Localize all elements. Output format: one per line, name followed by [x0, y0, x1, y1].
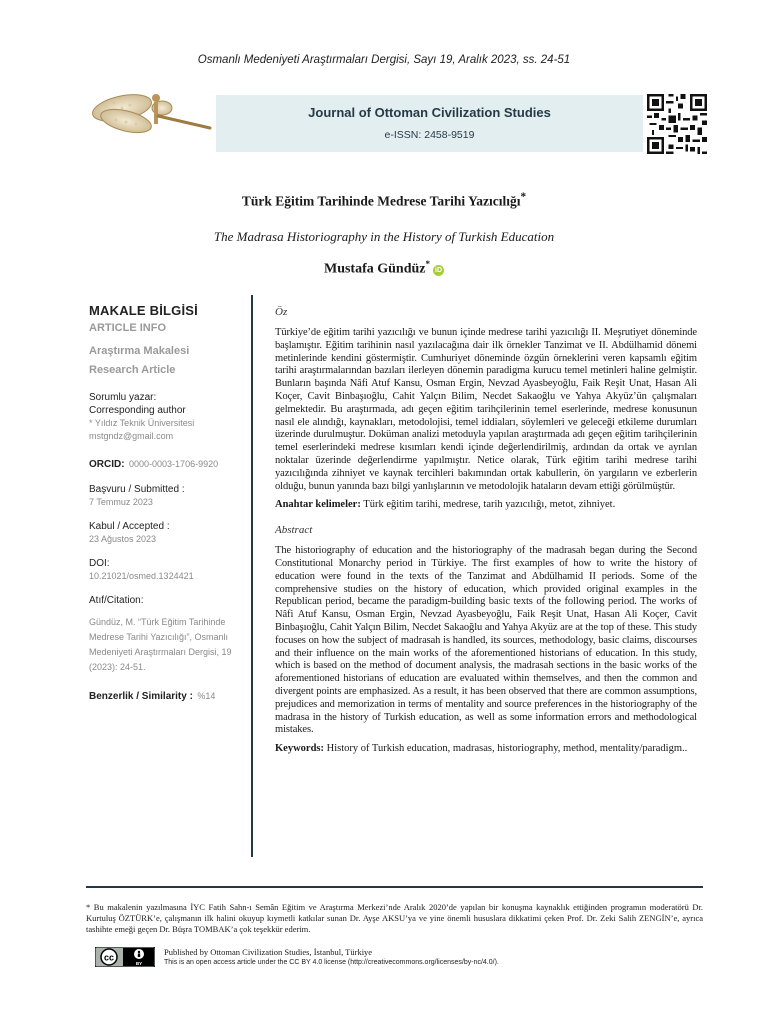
- keywords-tr-values: Türk eğitim tarihi, medrese, tarih yazıcılığı, metot, zihniyet.: [363, 499, 616, 511]
- keywords-en-label: Keywords:: [275, 743, 324, 755]
- journal-banner: [216, 95, 643, 152]
- similarity-label: Benzerlik / Similarity :: [89, 691, 193, 702]
- citation-block: [89, 594, 239, 675]
- by-glyph: BY: [135, 961, 143, 966]
- accepted-block: [89, 520, 239, 546]
- qr-code-icon[interactable]: [646, 94, 708, 154]
- article-type-tr: Araştırma Makalesi: [89, 345, 190, 357]
- submitted-label: Başvuru / Submitted :: [89, 484, 185, 495]
- doi-link[interactable]: 10.21021/osmed.1324421: [89, 571, 194, 581]
- article-info-heading-tr: MAKALE BİLGİSİ: [89, 303, 198, 318]
- accepted-value: 23 Ağustos 2023: [89, 534, 157, 544]
- email-link[interactable]: mstgndz@gmail.com: [89, 431, 174, 441]
- citation-label: Atıf/Citation:: [89, 595, 144, 606]
- orcid-value[interactable]: 0000-0003-1706-9920: [129, 459, 219, 469]
- abstract-en-heading: Abstract: [275, 524, 313, 537]
- article-info-sidebar: [89, 303, 239, 704]
- similarity-value: %14: [197, 691, 216, 701]
- publisher-line: Published by Ottoman Civilization Studies, İstanbul, Türkiye: [164, 947, 373, 957]
- author-name: Mustafa Gündüz*iD: [323, 259, 443, 277]
- keywords-tr-label: Anahtar kelimeler:: [275, 499, 361, 511]
- running-head: Osmanlı Medeniyeti Araştırmaları Dergisi, Sayı 19, Aralık 2023, ss. 24-51: [197, 54, 571, 66]
- keywords-tr: [275, 499, 697, 512]
- abstract-en-text: The historiography of education and the historiography of the madrasah began during the Second Constitutional Monarchy period in Türkiye. The first examples of how to write the history of education were found in the texts of the Tanzimat and Abdülhamid II periods. Some of the comprehensive studies on the history of education, which provided original examples in the Republican period, became the paradigm-building basic texts of the following period. The works of Nâfi Atuf Kansu, Osman Ergin, Nevzad Ayasbeyoğlu, Faik Reşit Unat, Hasan Ali Koçer, Cavit Binbaşıoğlu, Cahit Yalçın Bilim, Necdet Sakaoğlu and Yahya Akyüz are at the top of these. This study focuses on how the subject of madrasah is handled, its sources, methodology, basic claims, discourses and their influence on the main works of the aforementioned historians of education. In this study, which is based on the method of document analysis, the madrasah sections in the basic works of the aforementioned historians of education are evaluated within themselves, and then the common and divergent points are emphasized. As a result, it has been observed that there are common assumptions, prejudices and memorization in terms of mentality and source preferences in the historiography of the madrasa in the history of Turkish education, as well as some information errors and methodological mistakes.: [275, 545, 697, 736]
- license-line[interactable]: This is an open access article under the CC BY 4.0 license (http://creativecommons.org/licenses/by-nc/4.0/).: [164, 959, 499, 966]
- affiliation: * Yıldız Teknik Üniversitesi: [89, 418, 195, 428]
- title-footnote-mark: *: [520, 191, 527, 203]
- cc-by-badge[interactable]: [95, 947, 155, 967]
- abstract-tr-text: Türkiye’de eğitim tarihi yazıcılığı ve bunun içinde medrese tarihi yazıcılığı II. Meşrutiyet döneminde başlamıştır. Eğitim tarihinin nasıl yazılacağına dair ilk örnekler Tanzimat ve II. Abdülhamid dönemi metinlerinde kendini göstermiştir. Cumhuriyet döneminde özgün örneklerini veren kapsamlı eğitim tarihi araştırmalarından bazıları ilerleyen dönemin paradigma kurucu temel metinleri haline gelmiştir. Bunların başında Nâfi Atuf Kansu, Osman Ergin, Nevzad Ayasbeyoğlu, Faik Reşit Unat, Hasan Ali Koçer, Cavit Binbaşıoğlu, Cahit Yalçın Bilim, Necdet Sakaoğlu ve Yahya Akyüz’ün çalışmaları gelmektedir. Bu araştırmada, adı geçen eğitim tarihçilerinin temel eserlerinde, medrese konusunun nasıl ele alındığı, kaynakları, metodolojisi, temel iddiaları, söylemleri ve geleceği etkileme durumları üzerinde durulmuştur. Doküman analizi metoduyla yapılan araştırmada adı geçen eğitim tarihçilerinin temel eserlerindeki medrese kısımları kendi içinde değerlendirilmiş, ardından da ortak ve ayrılan noktalar üzerinde değerlendirme yapılmıştır. Netice olarak, Türk eğitim tarihi medrese tarihi yazıcılığında zihniyet ve kaynak tercihleri bakımından ortak kabullerin, ön yargıların ve ezberlerin olduğu, bunun yanında bazı bilgi yanlışlarının ve metodolojik hataların devam ettiği görülmüştür.: [275, 327, 697, 492]
- doi-block: [89, 557, 239, 583]
- keywords-en-values: History of Turkish education, madrasas, historiography, method, mentality/paradigm..: [326, 743, 688, 755]
- orcid-icon[interactable]: iD: [435, 266, 443, 274]
- cc-glyph: cc: [103, 952, 115, 963]
- corresponding-label-tr: Sorumlu yazar:: [89, 392, 157, 403]
- accepted-label: Kabul / Accepted :: [89, 521, 170, 532]
- article-info-heading-en: ARTICLE INFO: [89, 322, 166, 334]
- submitted-block: [89, 483, 239, 509]
- submitted-value: 7 Temmuz 2023: [89, 497, 153, 507]
- author-mark: *: [425, 259, 431, 269]
- doi-label: DOI:: [89, 558, 110, 569]
- corresponding-author-block: [89, 391, 239, 443]
- orcid-label: ORCID:: [89, 459, 125, 470]
- journal-issn: e-ISSN: 2458-9519: [384, 129, 475, 141]
- orcid-block: [89, 454, 239, 472]
- article-title-tr: Türk Eğitim Tarihinde Medrese Tarihi Yazıcılığı*: [241, 191, 527, 209]
- journal-title: Journal of Ottoman Civilization Studies: [308, 105, 551, 120]
- article-type-en: Research Article: [89, 364, 176, 376]
- article-type: [89, 342, 239, 380]
- keywords-en: [275, 743, 697, 756]
- abstracts-column: [275, 306, 697, 756]
- footnote-divider: [86, 886, 703, 888]
- citation-value: Gündüz, M. “Türk Eğitim Tarihinde Medrese Tarihi Yazıcılığı”, Osmanlı Medeniyeti Araştırmaları Dergisi, 19 (2023): 24-51.: [89, 617, 232, 672]
- article-title-en: The Madrasa Historiography in the History of Turkish Education: [213, 229, 555, 244]
- corresponding-label-en: Corresponding author: [89, 405, 186, 416]
- sidebar-divider: [251, 295, 253, 857]
- footnote: * Bu makalenin yazılmasına İYC Fatih Sahn-ı Semân Eğitim ve Araştırma Merkezi’nde Aralık 2020’de yapılan bir konuşma kaynaklık ettiğinden programın moderatörü Dr. Kurtuluş ÖZTÜRK’e, çalışmanın ilk halini okuyup kıymetli katkılar sunan Dr. Ayşe AKSU’ya ve yine önemli hususlara dikkatimi çeken Prof. Dr. Zeki Salih ZENGİN’e, ayrıca tashihte emeği geçen Dr. Büşra TOMBAK’a çok teşekkür ederim.: [86, 902, 703, 934]
- abstract-tr-heading: Öz: [275, 306, 288, 318]
- similarity-block: [89, 686, 239, 704]
- dragonfly-logo: [86, 86, 214, 142]
